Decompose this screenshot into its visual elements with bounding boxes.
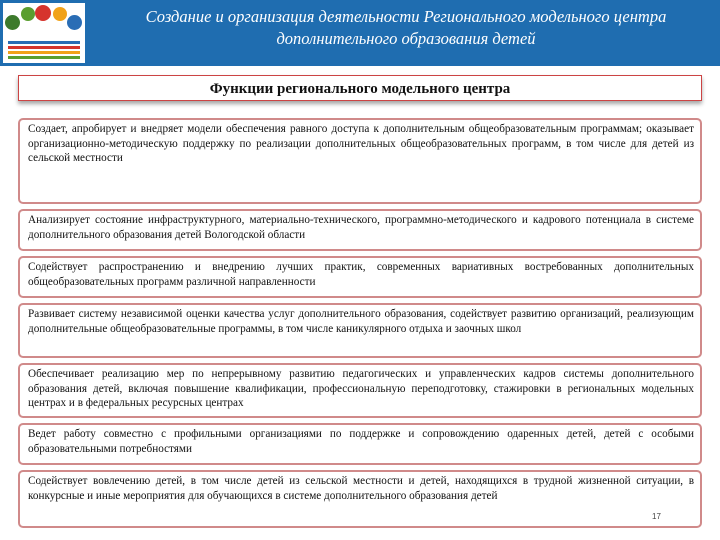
function-item-4: Развивает систему независимой оценки качества услуг дополнительного образования, содействует развитию организаций, реализующим дополнительные общеобразовательные программы, в том числе каникулярного отдыха и заочных школ: [18, 303, 702, 358]
slide-title: [100, 6, 712, 50]
slide-number: 17: [652, 512, 661, 521]
function-item-1: Создает, апробирует и внедряет модели обеспечения равного доступа к дополнительным общеобразовательным программам; оказывает организационно-методическую поддержку по реализации дополнительных общеобразовательных программ, в том числе для детей из сельской местности: [18, 118, 702, 204]
slide-header: [0, 0, 720, 66]
function-item-7: Содействует вовлечению детей, в том числе детей из сельской местности и детей, находящихся в трудной жизненной ситуации, в конкурсные и иные мероприятия для обучающихся в системе дополнительного образования детей: [18, 470, 702, 528]
slide-title-line-1: Создание и организация деятельности Регионального модельного центра: [145, 7, 667, 26]
section-title: Функции регионального модельного центра: [18, 75, 702, 101]
regional-model-center-logo-icon: [3, 3, 85, 63]
function-item-2: Анализирует состояние инфраструктурного, материально-технического, программно-методического и кадрового потенциала в системе дополнительного образования детей Вологодской области: [18, 209, 702, 251]
slide-title-line-2: дополнительного образования детей: [276, 29, 536, 48]
function-item-3: Содействует распространению и внедрению лучших практик, современных вариативных востребованных дополнительных общеобразовательных программ различной направленности: [18, 256, 702, 298]
function-item-6: Ведет работу совместно с профильными организациями по поддержке и сопровождению одаренных детей, детей с особыми образовательными потребностями: [18, 423, 702, 465]
function-item-5: Обеспечивает реализацию мер по непрерывному развитию педагогических и управленческих кадров системы дополнительного образования детей, включая повышение квалификации, профессиональную переподготовку, стажировки в региональных модельных центрах и в федеральных ресурсных центрах: [18, 363, 702, 418]
